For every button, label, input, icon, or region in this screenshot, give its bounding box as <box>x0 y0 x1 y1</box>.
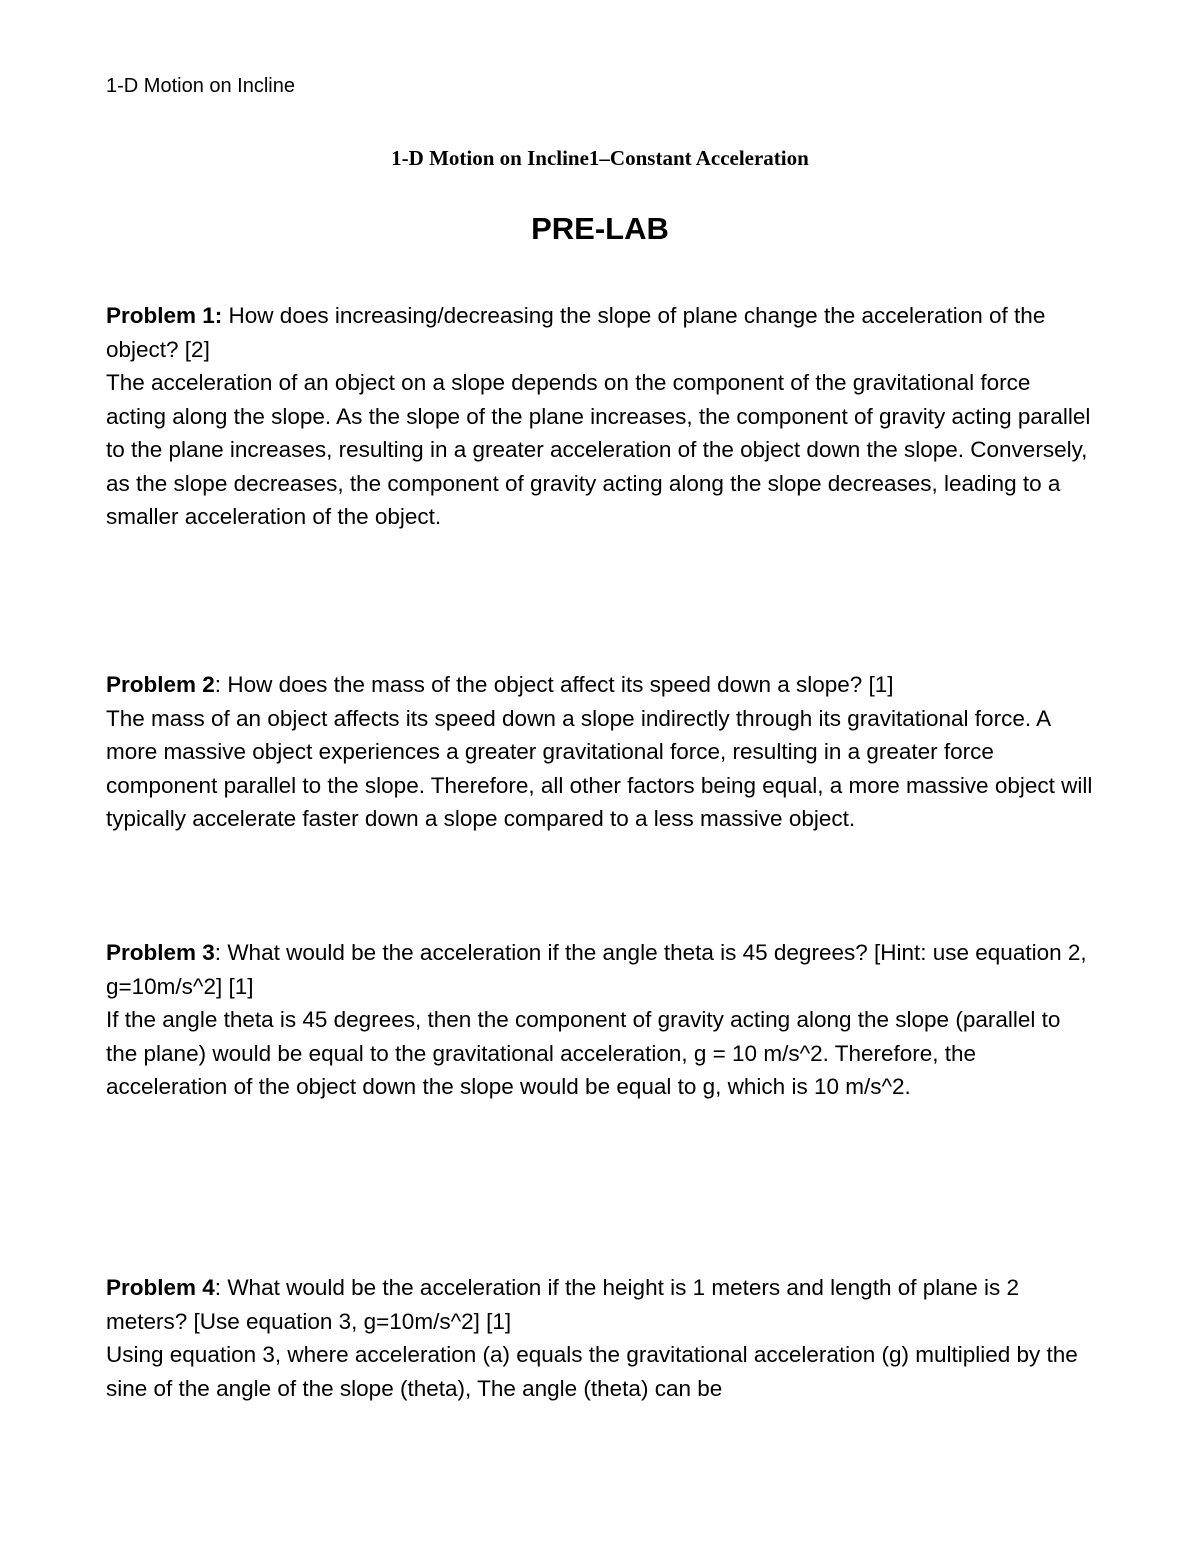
problem-1-question-text: How does increasing/decreasing the slope of plane change the acceleration of the object? [2] <box>106 303 1046 362</box>
problem-3-label-colon: : <box>214 940 222 965</box>
problem-1-label-colon: : <box>214 303 223 328</box>
problem-1-answer: The acceleration of an object on a slope depends on the component of the gravitational force acting along the slope. As the slope of the plane increases, the component of gravity acting parallel to the plane increases, resulting in a greater acceleration of the object down the slope. Conversely, as the slope decreases, the component of gravity acting along the slope decreases, leading to a smaller acceleration of the object. <box>106 370 1091 529</box>
problem-2-question-text: How does the mass of the object affect its speed down a slope? [1] <box>221 672 894 697</box>
problem-2-label-colon: : <box>214 672 222 697</box>
problem-1-question <box>106 299 1096 366</box>
problem-3-answer: If the angle theta is 45 degrees, then the component of gravity acting along the slope (parallel to the plane) would be equal to the gravitational acceleration, g = 10 m/s^2. Therefore, the acceleration of the object down the slope would be equal to g, which is 10 m/s^2. <box>106 1007 1061 1099</box>
running-header: 1-D Motion on Incline <box>106 75 295 97</box>
problem-4-label-colon: : <box>214 1275 222 1300</box>
problem-2 <box>106 668 1096 836</box>
problem-4-label: Problem 4 <box>106 1275 215 1300</box>
problem-3 <box>106 936 1096 1104</box>
problem-4-answer: Using equation 3, where acceleration (a) equals the gravitational acceleration (g) multiplied by the sine of the angle of the slope (theta), The angle (theta) can be <box>106 1342 1078 1401</box>
problem-2-label: Problem 2 <box>106 672 215 697</box>
problem-4-question-text: What would be the acceleration if the height is 1 meters and length of plane is 2 meters? [Use equation 3, g=10m/s^2] [1] <box>106 1275 1020 1334</box>
problem-2-answer: The mass of an object affects its speed down a slope indirectly through its gravitational force. A more massive object experiences a greater gravitational force, resulting in a greater force component parallel to the slope. Therefore, all other factors being equal, a more massive object will typically accelerate faster down a slope compared to a less massive object. <box>106 705 1093 831</box>
problem-3-label: Problem 3 <box>106 940 215 965</box>
problem-1-label: Problem 1 <box>106 303 215 328</box>
document-title: 1-D Motion on Incline1–Constant Acceleration <box>391 146 809 170</box>
problem-1 <box>106 299 1096 534</box>
problem-4-question <box>106 1271 1096 1338</box>
problem-4 <box>106 1271 1096 1405</box>
problem-3-question <box>106 936 1096 1003</box>
section-heading-prelab: PRE-LAB <box>531 211 669 246</box>
problem-2-question <box>106 668 1096 702</box>
problem-3-question-text: What would be the acceleration if the angle theta is 45 degrees? [Hint: use equation 2, g=10m/s^2] [1] <box>106 940 1087 999</box>
